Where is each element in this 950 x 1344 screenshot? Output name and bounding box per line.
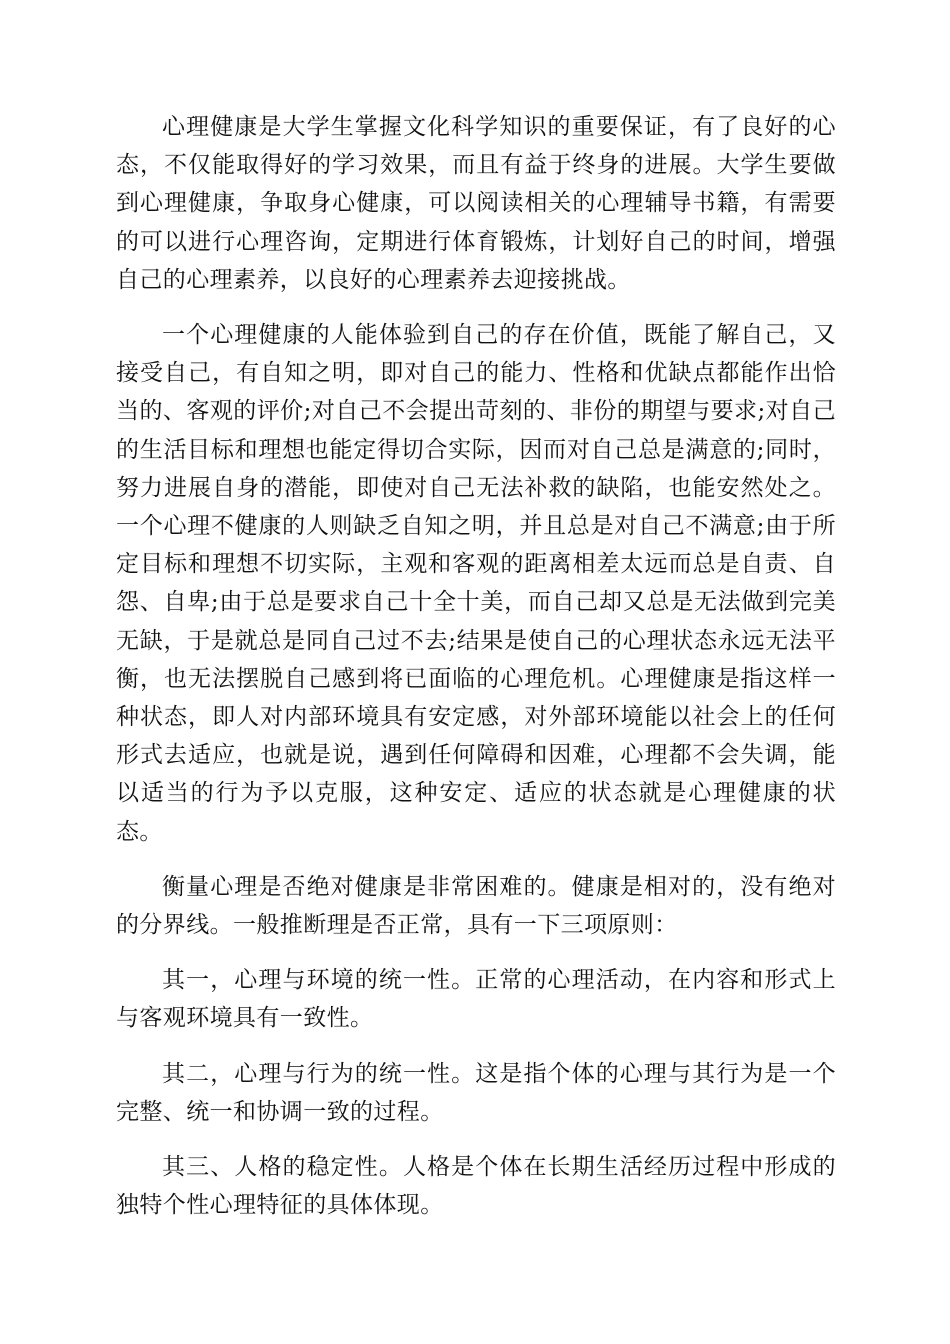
paragraph-measurement-principles: 衡量心理是否绝对健康是非常困难的。健康是相对的，没有绝对的分界线。一般推断理是否正常，具有一下三项原则： xyxy=(116,873,836,939)
paragraph-principle-two: 其二，心理与行为的统一性。这是指个体的心理与其行为是一个完整、统一和协调一致的过程。 xyxy=(116,1060,836,1125)
document-body xyxy=(116,108,836,1241)
paragraph-mental-health-importance: 心理健康是大学生掌握文化科学知识的重要保证，有了良好的心态，不仅能取得好的学习效果，而且有益于终身的进展。大学生要做到心理健康，争取身心健康，可以阅读相关的心理辅导书籍，有需要的可以进行心理咨询，定期进行体育锻炼，计划好自己的时间，增强自己的心理素养，以良好的心理素养去迎接挑战。 xyxy=(116,114,836,293)
paragraph-principle-one: 其一，心理与环境的统一性。正常的心理活动，在内容和形式上与客观环境具有一致性。 xyxy=(116,967,836,1032)
paragraph-healthy-person-description: 一个心理健康的人能体验到自己的存在价值，既能了解自己，又接受自己，有自知之明，即对自己的能力、性格和优缺点都能作出恰当的、客观的评价;对自己不会提出苛刻的、非份的期望与要求;对自己的生活目标和理想也能定得切合实际，因而对自己总是满意的;同时，努力进展自身的潜能，即使对自己无法补救的缺陷，也能安然处之。一个心理不健康的人则缺乏自知之明，并且总是对自己不满意;由于所定目标和理想不切实际，主观和客观的距离相差太远而总是自责、自怨、自卑;由于总是要求自己十全十美，而自己却又总是无法做到完美无缺，于是就总是同自己过不去;结果是使自己的心理状态永远无法平衡，也无法摆脱自己感到将已面临的心理危机。心理健康是指这样一种状态，即人对内部环境具有安定感，对外部环境能以社会上的任何形式去适应，也就是说，遇到任何障碍和因难，心理都不会失调，能以适当的行为予以克服，这种安定、适应的状态就是心理健康的状态。 xyxy=(116,322,836,845)
paragraph-principle-three: 其三、人格的稳定性。人格是个体在长期生活经历过程中形成的独特个性心理特征的具体体现。 xyxy=(116,1154,836,1219)
